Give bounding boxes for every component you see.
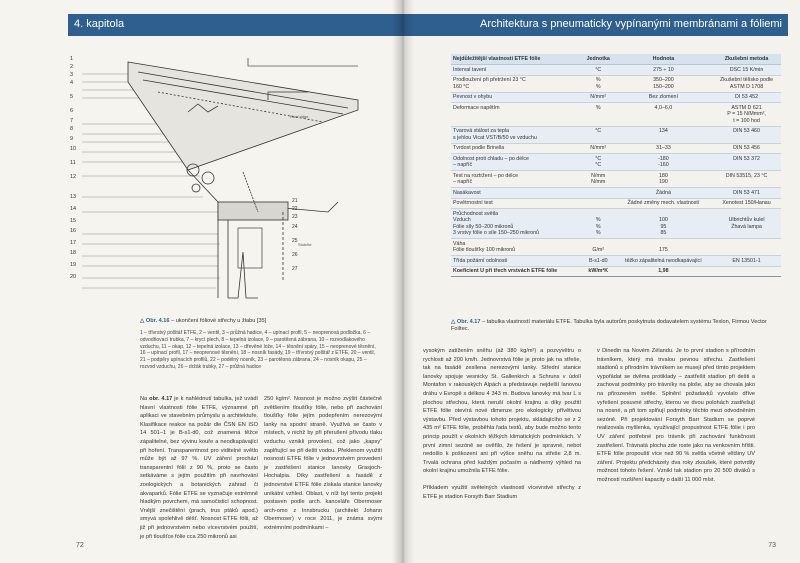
table-caption: △ Obr. 4.17 – tabulka vlastností materiálu ETFE. Tabulka byla autorům poskytnuta dodavatelem systému Texlon, Firmou Vector Foiltec. bbox=[451, 319, 767, 333]
table-cell: -180 -160 bbox=[615, 154, 712, 171]
figure-row-number: 20 bbox=[70, 274, 77, 280]
figure-row-number: 12 bbox=[70, 174, 77, 180]
table-cell: 1,98 bbox=[615, 266, 712, 277]
table-cell: Odolnost proti chladu – po délce – napříč bbox=[451, 154, 582, 171]
table-caption-text: – tabulka vlastností materiálu ETFE. Tabulka byla autorům poskytnuta dodavatelem systému Texlon, Firmou Vector Foiltec. bbox=[451, 319, 767, 333]
table-row bbox=[451, 239, 781, 256]
table-header-cell: Hodnota bbox=[615, 54, 712, 65]
table-row bbox=[451, 256, 781, 267]
figure-row-number: 10 bbox=[70, 146, 77, 152]
table-cell: % % bbox=[582, 75, 615, 92]
table-cell: DIN 53 456 bbox=[712, 143, 781, 154]
table-cell: kW/m²K bbox=[582, 266, 615, 277]
figure-row-number: 13 bbox=[70, 194, 77, 200]
table-cell: DIN 53 460 bbox=[712, 126, 781, 143]
table-cell: Váha Fólie tloušťky 100 mikronů bbox=[451, 239, 582, 256]
figure-caption-text: – ukončení fóliové střechy u žlabu [35] bbox=[171, 318, 267, 324]
table-cell bbox=[712, 239, 781, 256]
table-row bbox=[451, 103, 781, 126]
figure-callout-number: 26 bbox=[292, 252, 298, 258]
table-row bbox=[451, 75, 781, 92]
figure-row-number: 3 bbox=[70, 72, 74, 78]
table-cell: Koeficient U při třech vrstvách ETFE fólie bbox=[451, 266, 582, 277]
table-cell: DIN 53 372 bbox=[712, 154, 781, 171]
figure-callout-number: 27 bbox=[292, 266, 298, 272]
figure-row-number: 17 bbox=[70, 240, 77, 246]
table-cell: DSC 15 K/min bbox=[712, 65, 781, 76]
table-cell: Tvrdost podle Brinella bbox=[451, 143, 582, 154]
col1-text: je k nahlédnutí tabulka, jež uvádí hlavní vlastnosti fólie ETFE, významné při aplikaci ve stavebním průmyslu a architektuře. Klasifikace reakce na požár dle ČSN EN ISO 14 501–1 je B-s1-d0, což znamená těžce zápalitelné, bez vývinu kouře a neodkapávající při hoření. Transparentnost pro viditelné světlo může být až 97 %. UV záření prochází transparentní fólií z 90 %, proto se často setkáváme s jejím použitím při navrhování zoologických a botanických zahrad či akvaparků. Fólie ETFE se vyznačuje extrémně hladkým povrchem, má samočisticí schopnost. Vnější znečištění (prach, trus ptáků apod.) smyvá spolehlivě déšť. Nosnost ETFE fólii, až již při jednovrstvém nebo vícevrstvém použití, je při tloušťce fólie cca 250 mikronů asi bbox=[140, 396, 258, 540]
table-row bbox=[451, 126, 781, 143]
table-cell: N/mm N/mm bbox=[582, 171, 615, 188]
svg-text:Stub/tie: Stub/tie bbox=[298, 242, 312, 247]
figure-row-number: 16 bbox=[70, 228, 77, 234]
figure-callout-number: 25 bbox=[292, 238, 298, 244]
table-cell: Interval tavení bbox=[451, 65, 582, 76]
table-cell: Průchodnost světla Vzduch Fólie síly 50–200 mikronů 3 vrstvy fólie o síle 150–250 mikronů bbox=[451, 209, 582, 239]
chapter-header-bar bbox=[68, 14, 401, 36]
table-cell: Xenotest 150/Hanau bbox=[712, 198, 781, 209]
table-cell: Bez zlomení bbox=[615, 92, 712, 103]
figure-row-number: 7 bbox=[70, 118, 74, 124]
table-cell bbox=[712, 266, 781, 277]
table-cell: DIN 53 471 bbox=[712, 188, 781, 199]
table-row bbox=[451, 154, 781, 171]
table-cell: N/mm² bbox=[582, 143, 615, 154]
figure-row-number: 8 bbox=[70, 126, 74, 132]
technical-drawing bbox=[68, 52, 368, 300]
table-cell: Nasákavost bbox=[451, 188, 582, 199]
running-head-bar bbox=[401, 14, 788, 36]
table-cell: Povětrnostní test bbox=[451, 198, 582, 209]
table-row bbox=[451, 143, 781, 154]
figure-row-number: 2 bbox=[70, 64, 74, 70]
figure-caption-label: Obr. 4.16 bbox=[145, 318, 170, 324]
chapter-title: 4. kapitola bbox=[74, 18, 125, 30]
table-cell: 175 bbox=[615, 239, 712, 256]
table-cell: % bbox=[582, 103, 615, 126]
right-col2-text: v Dinedin na Novém Zélandu. Je to první stadion s přírodním trávníkem, který má trvalou pevnou střechu. Zastřešení stadionů s přírodním trávníkem se musejí před tímto projektem vypořádat se dvěma protiklady – zastřešit stadion při dešti a zachovat podmínky pro trávníky na ploše, aby se chovala jako na přirozeném světle. Splnění požadavků vyvolalo dříve vyřešení posuvné střechy, kterou ve dvou polohách zastřešují na nosné, a při tom splňují podmínky těchto mezi odvodněním sezóně. Při projektování Forsyth Barr Stadium se poprvé realizovala myšlenka, využívající propustnost ETFE fólie i pro UV záření potřebné pro trávník při zachování funkčnosti zastřešení. Trávnatá plocha zde roste jako na venkovním hřišti. ETFE fólie propouští více než 90 % světla včetně většiny UV záření. Projektu předcházely dva roky zkoušek, které potvrdily možnost tohoto řešení. Vznikl tak stadion pro 20 500 diváků s možností rozšíření kapacity o další 11 000 míst. bbox=[597, 348, 755, 483]
figure-row-number: 6 bbox=[70, 108, 74, 114]
right-page bbox=[401, 0, 800, 563]
table-cell: °C bbox=[582, 65, 615, 76]
left-column-2 bbox=[264, 395, 382, 541]
right-column-1 bbox=[423, 347, 581, 509]
table-caption-label: Obr. 4.17 bbox=[456, 319, 481, 325]
table-header-row bbox=[451, 54, 781, 65]
right-column-2 bbox=[597, 347, 755, 493]
table-cell: těžko zápalitelná neodkapávající bbox=[615, 256, 712, 267]
table-row bbox=[451, 171, 781, 188]
table-cell: G/m² bbox=[582, 239, 615, 256]
col1-figure-ref: obr. 4.17 bbox=[149, 396, 173, 402]
table-cell: B-s1-d0 bbox=[582, 256, 615, 267]
page-number-left: 72 bbox=[76, 542, 84, 549]
table-header-cell: Jednotka bbox=[582, 54, 615, 65]
page-number-right: 73 bbox=[768, 542, 776, 549]
figure-legend: 1 – třívrstvý polštář ETFE, 2 – ventil, 3 – průžná hadice, 4 – upínací profil, 5 – neoprenová podložka, 6 – odvodňovací trubka, 7 – krycí plech, 8 – tepelná izolace, 9 – parotěsná zábrana, 10 – rozvodlakového vzduchu, 11 – okap, 12 – tepelná izolace, 13 – dřevěné lože, 14 – těsnění spáry, 15 – neoprenové těsnění, 16 – upínací profil, 17 – neoprenové těsnění, 18 – nosník fasády, 19 – třívrstvý polštář z ETFE, 20 – ventil, 21 – podpěry upínacích profilů, 22 – podélný nosník, 23 – parotěsná zábrana, 24 – nosník okapu, 25 – rozvod vzduchu, 26 – držák trubky, 27 – průžná hadice bbox=[140, 330, 376, 370]
running-head: Architektura s pneumaticky vypínanými membránami a fóliemi bbox=[479, 18, 782, 30]
figure-callout-number: 24 bbox=[292, 224, 298, 230]
figure-row-number: 4 bbox=[70, 80, 74, 86]
table-row bbox=[451, 92, 781, 103]
table-cell: Ulbrichtův kulel Žhavá lampa bbox=[712, 209, 781, 239]
figure-row-number: 11 bbox=[70, 160, 76, 166]
figure-row-number: 14 bbox=[70, 206, 77, 212]
gutter-detail-drawing bbox=[68, 52, 368, 300]
table-cell: % % % bbox=[582, 209, 615, 239]
figure-row-number: 19 bbox=[70, 262, 77, 268]
table-cell: 134 bbox=[615, 126, 712, 143]
table-cell: ASTM D 621 P = 15 N/Mmm², t = 100 hod bbox=[712, 103, 781, 126]
svg-text:Roof ridge: Roof ridge bbox=[290, 114, 309, 119]
table-row bbox=[451, 188, 781, 199]
col2-text: 250 kg/m². Nosnost je možno zvýšit částečně zvětšením tloušťky fólie, nebo při zachování tloušťky fólie jejím podepřením nerezovými lanky na spodní straně. Využívá se často v místech, v nichž by při přerušení přívodu tlaku vzduchu vznikli provolení, což jako „kapsy“ zaplňující se při dešti vodou. Překlenom využití nosnosti ETFE fólie v jednovrstvém provedení je zastřešení stanice lanovky Grasjoch-Hochalpia. Díky zastřešení a fasádě z jednovrstvé ETFE fólie získala stanice lanovky unikátní vzhled. Oblast, v níž byl tento projekt postaven podle arch. kanceláře Obermoser arch-omo z Innsbrucku (architekt Johann Obermoser) v roce 2011, je známa svými extrémními podmínkami – bbox=[264, 396, 382, 531]
table-cell bbox=[582, 188, 615, 199]
table-cell: Žádné změny mech. vlastností bbox=[615, 198, 712, 209]
table-cell: °C bbox=[582, 126, 615, 143]
figure-row-number: 1 bbox=[70, 56, 74, 62]
table-header-cell: Nejdůležitější vlastnosti ETFE fólie bbox=[451, 54, 582, 65]
figure-callout-number: 21 bbox=[292, 198, 298, 204]
table-cell: 180 190 bbox=[615, 171, 712, 188]
table-cell: 275 ÷ 10 bbox=[615, 65, 712, 76]
figure-caption: △ Obr. 4.16 – ukončení fóliové střechy u žlabu [35] bbox=[140, 318, 267, 324]
table-cell: 100 95 85 bbox=[615, 209, 712, 239]
col1-lead: Na bbox=[140, 396, 148, 402]
table-cell: Test na roztržení – po délce – napříč bbox=[451, 171, 582, 188]
table-row-u-coefficient bbox=[451, 266, 781, 277]
etfe-properties-table bbox=[451, 54, 781, 277]
table-cell: DIN 53515, 23 °C bbox=[712, 171, 781, 188]
right-col1-text: vysokým zatížením sněhu (až 380 kg/m²) a pozvyvětru o rychlosti až 200 km/h. Jednovrstvá fólie je proto jak na střeše, tak na fasádě zesílena nerezovými lanky. Střední stanice lanovky spojuje vesnicky St. Gallenkirch a Schruns v údolí Montafon v rakouských Alpách a představuje nejdelší lanovou dráhu v Evropě s délkou 4 343 m. Budova lanovky má tvar L s plochou střechou, která neruší okolní krajinu a díky použití ETFE fólie otevírá nové dimenze pro ekologicky přívětivou výstavbu. Před výstavbou tohoto projektu, skládajícího se z 2 435 m² ETFE fólie, proběhla řada testů, aby bude možno tento princip použít v okolních těžkých klimatických podmínkách. V první zimní sezóně se ověřilo, že řešení je spravné, nebot nedošlo k poškození ani při výšce sněhu na střeše 2,8 m. Trvalá ochrana před každým počasím a nádherný výhled na okolní krajinu umožnila ETFE fólie. bbox=[423, 348, 581, 475]
table-cell: 350–200 150–200 bbox=[615, 75, 712, 92]
table-cell: Deformace napětím bbox=[451, 103, 582, 126]
table-cell: Třída požární odolnosti bbox=[451, 256, 582, 267]
table-cell: DI 53 452 bbox=[712, 92, 781, 103]
figure-callout-number: 22 bbox=[292, 206, 298, 212]
table-row bbox=[451, 209, 781, 239]
table-cell: Zkušební tělísko podle ASTM D 1708 bbox=[712, 75, 781, 92]
table-cell: Pevnost v ohybu bbox=[451, 92, 582, 103]
table-cell: Žádná bbox=[615, 188, 712, 199]
table-cell: 4,0–6,0 bbox=[615, 103, 712, 126]
table-body bbox=[451, 65, 781, 277]
table-cell: N/mm² bbox=[582, 92, 615, 103]
table-cell: 31–33 bbox=[615, 143, 712, 154]
table-header-cell: Zkušební metoda bbox=[712, 54, 781, 65]
table-cell: °C °C bbox=[582, 154, 615, 171]
table-cell: Prodloužení při přetržení 23 °C 160 °C bbox=[451, 75, 582, 92]
table-row bbox=[451, 65, 781, 76]
left-column-1 bbox=[140, 395, 258, 549]
table-row bbox=[451, 198, 781, 209]
figure-callout-number: 23 bbox=[292, 214, 298, 220]
right-col1-text-2: Příkladem využití světelných vlastností vícevrstvé střechy z ETFE je stadion Forsyth Barr Stadium bbox=[423, 484, 581, 500]
figure-row-number: 18 bbox=[70, 250, 77, 256]
figure-row-number: 9 bbox=[70, 136, 74, 142]
table-cell: Tvarová stálost za tepla s jehlou Vicat VST/B/50 ve vzduchu bbox=[451, 126, 582, 143]
figure-row-number: 15 bbox=[70, 218, 77, 224]
figure-row-number: 5 bbox=[70, 94, 74, 100]
table-cell: EN 13501-1 bbox=[712, 256, 781, 267]
table-cell bbox=[582, 198, 615, 209]
